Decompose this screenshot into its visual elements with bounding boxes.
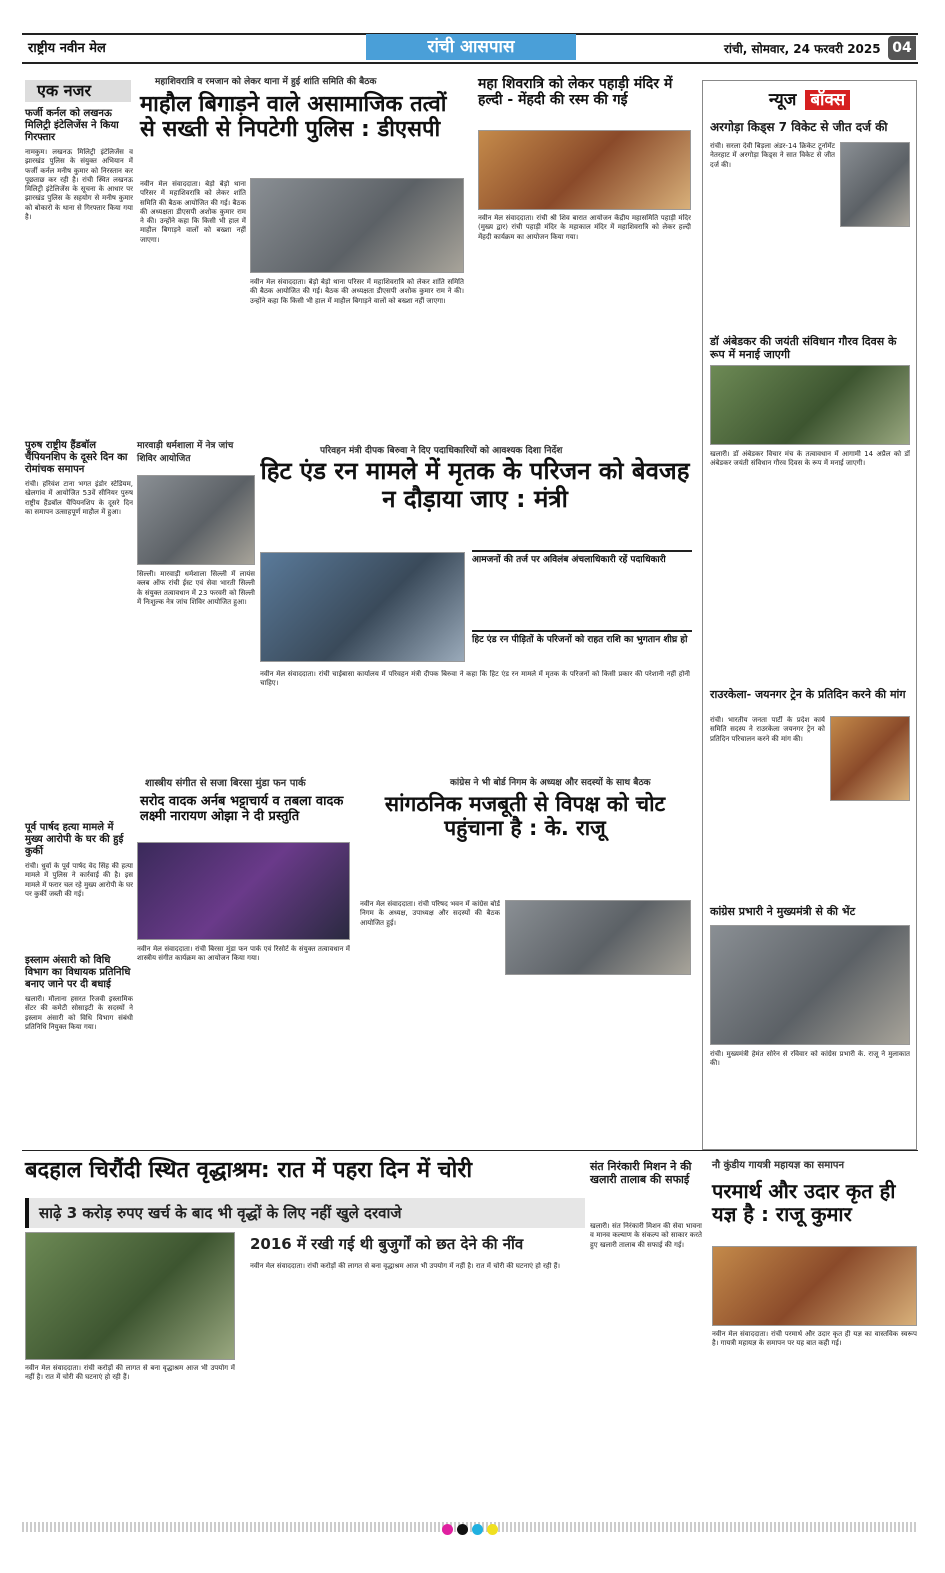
story7-subhead-bar (25, 1198, 585, 1228)
story3-photo (137, 475, 255, 565)
news-box-title-accent: बॉक्स (805, 90, 850, 110)
section-title: रांची आसपास (427, 37, 515, 57)
story6-photo (505, 900, 691, 975)
story2-headline: महा शिवरात्रि को लेकर पहाड़ी मंदिर में हल्दी - मेंहदी की रस्म की गई (478, 76, 673, 109)
left-item-body: रांची। धुर्वा के पूर्व पार्षद वेद सिंह की हत्या मामले में पुलिस ने कार्रवाई की है। इस मामले में फरार चल रहे मुख्य आरोपी के घर पर कुर्की जब्ती की गई। (25, 862, 133, 898)
story1-body: नवीन मेल संवाददाता। बेड़ो बेड़ो थाना परिसर में महाशिवरात्रि को लेकर शांति समिति की बैठक आयोजित की गई। बैठक की अध्यक्षता डीएसपी अशोक कुमार राम ने की। उन्होंने कहा कि किसी भी हाल में माहौल बिगाड़ने वालों को बख्शा नहीं जाएगा। (140, 180, 246, 244)
news-item-body: रांची। भारतीय जनता पार्टी के प्रदेश कार्य समिति सदस्य ने राउरकेला जयनगर ट्रेन को प्रतिदिन परिचालन करने की मांग की। (710, 716, 825, 743)
left-item-body: नामकुम। लखनऊ मिलिट्री इंटेलिजेंस व झारखंड पुलिस के संयुक्त अभियान में फर्जी कर्नल मनीष कुमार को निरस्तान कर पूछताछ कर रही है। रांची स्थित लखनऊ मिलिट्री इंटेलिजेंस के सूचना के आधार पर झारखंड पुलिस के सहयोग से मनीष कुमार को बोकारो के थाना से गिरफ्तार किया गया है। (25, 148, 133, 222)
news-box-item (710, 335, 910, 680)
story1-body-cont: नवीन मेल संवाददाता। बेड़ो बेड़ो थाना परिसर में महाशिवरात्रि को लेकर शांति समिति की बैठक आयोजित की गई। बैठक की अध्यक्षता डीएसपी अशोक कुमार राम ने की। उन्होंने कहा कि किसी भी हाल में माहौल बिगाड़ने वालों को बख्शा नहीं जाएगा। (250, 278, 464, 305)
story4-pull2 (472, 630, 692, 670)
story7-body-cont: नवीन मेल संवाददाता। रांची करोड़ों की लागत से बना वृद्धाश्रम आज भी उपयोग में नहीं है। रात में चोरी की घटनाएं हो रही हैं। (250, 1262, 560, 1270)
news-item-photo (710, 365, 910, 445)
news-item-body: रांची। मुख्यमंत्री हेमंत सोरेन से रविवार को कांग्रेस प्रभारी के. राजू ने मुलाकात की। (710, 1050, 910, 1068)
story7-headline: बदहाल चिरौंदी स्थित वृद्धाश्रम: रात में पहरा दिन में चोरी (25, 1158, 473, 1183)
news-item-title: राउरकेला- जयनगर ट्रेन के प्रतिदिन करने की मांग (710, 688, 906, 701)
story7-subhead: साढ़े 3 करोड़ रुपए खर्च के बाद भी वृद्धों के लिए नहीं खुले दरवाजे (39, 1204, 402, 1222)
header-bottom-rule (22, 62, 918, 64)
left-col-item (25, 955, 133, 1150)
story9-kicker: नौ कुंडीय गायत्री महायज्ञ का समापन (712, 1160, 845, 1171)
left-item-body: रांची। हरिवंश टाना भगत इंडोर स्टेडियम, खेलगांव में आयोजित 53वें सीनियर पुरुष राष्ट्रीय हैंडबॉल चैंपियनशिप के दूसरे दिन का समापन उत्साहपूर्ण माहौल में हुआ। (25, 480, 133, 516)
left-item-body: खलारी। मौलाना हसरत रिजवी इस्लामिक सेंटर की कमेटी सोसाइटी के सदस्यों ने इस्लाम अंसारी को विधि विभाग संबंधी प्रतिनिधि नियुक्त किया गया। (25, 995, 133, 1031)
story7-body: नवीन मेल संवाददाता। रांची करोड़ों की लागत से बना वृद्धाश्रम आज भी उपयोग में नहीं है। रात में चोरी की घटनाएं हो रही हैं। (25, 1364, 235, 1382)
story5-body: नवीन मेल संवाददाता। रांची बिरसा मुंडा फन पार्क एवं रिसोर्ट के संयुक्त तत्वावधान में शास्त्रीय संगीत कार्यक्रम का आयोजन किया गया। (137, 945, 350, 963)
story7-deck: 2016 में रखी गई थी बुजुर्गों को छत देने की नींव (250, 1235, 524, 1253)
story9-photo (712, 1246, 917, 1326)
story9-body: नवीन मेल संवाददाता। रांची परमार्थ और उदार कृत ही यज्ञ का वास्तविक स्वरूप है। गायत्री महायज्ञ के समापन पर यह बात कही गई। (712, 1330, 917, 1348)
story6-body: नवीन मेल संवाददाता। रांची परिषद भवन में कांग्रेस बोर्ड निगम के अध्यक्ष, उपाध्यक्ष और सदस्यों की बैठक आयोजित हुई। (360, 900, 500, 927)
brand-name: राष्ट्रीय नवीन मेल (28, 41, 106, 56)
story6-kicker: कांग्रेस ने भी बोर्ड निगम के अध्यक्ष और सदस्यों के साथ बैठक (450, 778, 651, 788)
story5-photo (137, 842, 350, 940)
story3-kicker: मारवाड़ी धर्मशाला में नेत्र जांच शिविर आयोजित (137, 441, 234, 464)
news-item-photo (830, 716, 910, 801)
left-col-item (25, 822, 133, 952)
story8-headline: संत निरंकारी मिशन ने की खलारी तालाब की सफाई (590, 1160, 692, 1186)
registration-marks (440, 1520, 500, 1539)
news-box-item (710, 120, 910, 330)
news-box-item (710, 905, 910, 1145)
story4-body: नवीन मेल संवाददाता। रांची चाईबासा कार्यालय में परिवहन मंत्री दीपक बिरुवा ने कहा कि हिट एंड रन मामले में मृतक के परिजनों को किसी प्रकार की परेशानी नहीं होनी चाहिए। (260, 670, 690, 688)
story1-headline: माहौल बिगाड़ने वाले असामाजिक तत्वों से सख्ती से निपटेगी पुलिस : डीएसपी (140, 92, 447, 143)
story4-pull1 (472, 550, 692, 628)
story7-photo (25, 1232, 235, 1360)
story4-photo (260, 552, 465, 662)
section-banner (366, 34, 576, 60)
story9-headline: परमार्थ और उदार कृत ही यज्ञ है : राजू कुमार (712, 1179, 896, 1226)
news-box-item (710, 688, 910, 898)
news-item-photo (710, 925, 910, 1045)
story4-headline: हिट एंड रन मामले में मृतक के परिजन को बेवजह न दौड़ाया जाए : मंत्री (260, 457, 690, 513)
story5-kicker: शास्त्रीय संगीत से सजा बिरसा मुंडा फन पार्क (145, 778, 306, 789)
story2-body: नवीन मेल संवाददाता। रांची श्री शिव बारात आयोजन केंद्रीय महासमिति पहाड़ी मंदिर (मुख्य द्वार) रांची पहाड़ी मंदिर के महाकाल मंदिर में महाशिवरात्रि को लेकर हल्दी मेंहदी कार्यक्रम का आयोजन किया गया। (478, 214, 691, 241)
story1-photo (250, 178, 464, 273)
story4-pull2-title: हिट एंड रन पीड़ितों के परिजनों को राहत राशि का भुगतान शीघ्र हो (472, 635, 688, 645)
news-item-title: कांग्रेस प्रभारी ने मुख्यमंत्री से की भेंट (710, 905, 856, 918)
news-item-body: खलारी। डॉ अंबेडकर विचार मंच के तत्वावधान में आगामी 14 अप्रैल को डॉ अंबेडकर जयंती संविधान गौरव दिवस के रूप में मनाई जाएगी। (710, 450, 910, 468)
left-item-title: इस्लाम अंसारी को विधि विभाग का विधायक प्रतिनिधि बनाए जाने पर दी बधाई (25, 955, 131, 990)
news-item-title: डॉ अंबेडकर की जयंती संविधान गौरव दिवस के रूप में मनाई जाएगी (710, 335, 897, 361)
header-date: रांची, सोमवार, 24 फरवरी 2025 (724, 42, 881, 56)
story3-body: सिल्ली। मारवाड़ी धर्मशाला सिल्ली में लायंस क्लब ऑफ रांची ईस्ट एवं सेवा भारती सिल्ली के संयुक्त तत्वावधान में 23 फरवरी को सिल्ली में निःशुल्क नेत्र जांच शिविर आयोजित हुआ। (137, 570, 255, 606)
left-col-item (25, 440, 133, 810)
left-item-title: पुरुष राष्ट्रीय हैंडबॉल चैंपियनशिप के दूसरे दिन का रोमांचक समापन (25, 440, 128, 475)
news-item-title: अरगोड़ा किड्स 7 विकेट से जीत दर्ज की (710, 120, 888, 134)
story4-kicker: परिवहन मंत्री दीपक बिरुवा ने दिए पदाधिकारियों को आवश्यक दिशा निर्देश (320, 446, 563, 456)
ek-nazar-label: एक नजर (25, 80, 131, 102)
news-box-title: न्यूज बॉक्स (703, 87, 916, 110)
story6-headline: सांगठनिक मजबूती से विपक्ष को चोट पहुंचाना है : के. राजू (384, 792, 666, 841)
story8-body: खलारी। संत निरंकारी मिशन की सेवा भावना व मानव कल्याण के संकल्प को साकार करते हुए खलारी तालाब की सफाई की गई। (590, 1222, 702, 1249)
page-number: 04 (888, 36, 916, 60)
left-item-title: पूर्व पार्षद हत्या मामले में मुख्य आरोपी के घर की हुई कुर्की (25, 822, 124, 857)
left-col-item (25, 108, 133, 438)
story4-pull1-title: आमजनों की तर्ज पर अविलंब अंचलाधिकारी रहें पदाधिकारी (472, 555, 666, 565)
story5-headline: सरोद वादक अर्नब भट्टाचार्य व तबला वादक लक्ष्मी नारायण ओझा ने दी प्रस्तुति (140, 794, 344, 824)
news-item-photo (840, 142, 910, 227)
lower-section-rule (22, 1150, 918, 1151)
story2-photo (478, 130, 691, 210)
story1-kicker: महाशिवरात्रि व रमजान को लेकर थाना में हुई शांति समिति की बैठक (155, 77, 377, 87)
news-item-body: रांची। सरला देवी बिड़ला अंडर-14 क्रिकेट टूर्नामेंट नेतरहाट में अरगोड़ा किड्स ने सात विकेट से जीत दर्ज की। (710, 142, 835, 169)
left-item-title: फर्जी कर्नल को लखनऊ मिलिट्री इंटेलिजेंस ने किया गिरफ्तार (25, 108, 119, 143)
